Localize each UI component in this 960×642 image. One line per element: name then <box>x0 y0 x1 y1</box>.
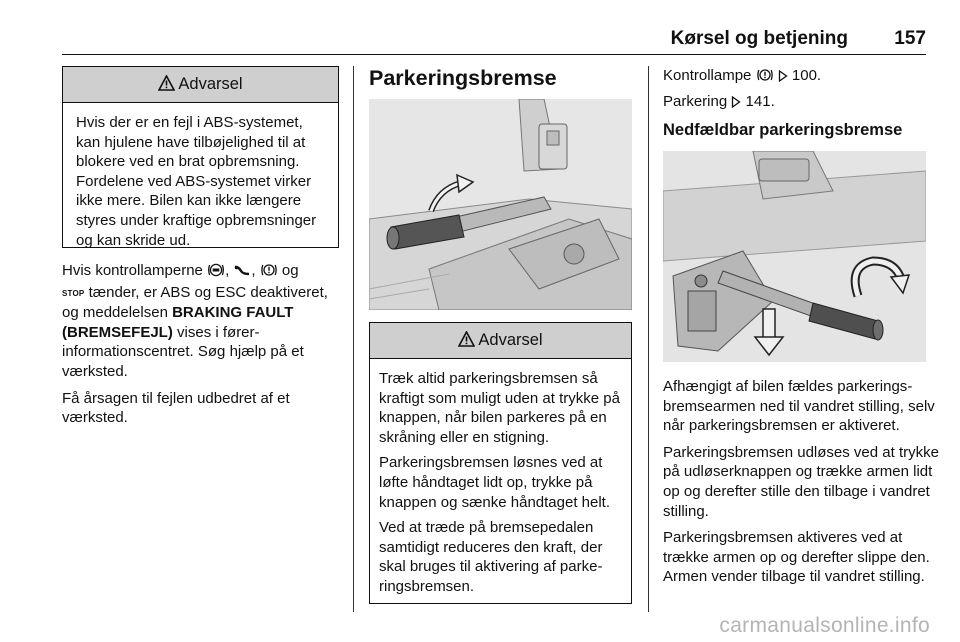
paragraph-1: Afhængigt af bilen fældes parkeringsbremsearmen ned til vandret stilling, selv når parkeringsbremsen er aktiveret. <box>663 378 935 435</box>
header-rule <box>62 54 926 55</box>
steering-lamp-icon <box>233 263 251 283</box>
stop-lamp-label: STOP <box>62 288 85 298</box>
warning-paragraph-3: Ved at træde på bremsepedalen samtidigt reduceres den kraft, der skal bruges til aktivering af parkeringsbremsen. <box>379 519 603 595</box>
warning-body <box>63 103 338 262</box>
warning-body <box>370 359 631 609</box>
brake-lamp-icon <box>756 68 774 88</box>
abs-warning-box <box>62 66 339 248</box>
warning-paragraph-1: Træk altid parkeringsbremsen så kraftigt som muligt uden at trykke på knappen, når bilen parkeres på en skråning eller en stigning. <box>379 370 620 446</box>
warning-triangle-icon <box>158 75 175 96</box>
section-heading: Parkeringsbremse <box>369 66 557 90</box>
paragraph-2: Parkeringsbremsen udløses ved at trykke på udløserknappen og trække armen lidt op og derefter stille den tilbage i vandret stilling. <box>663 443 939 520</box>
warning-title: Advarsel <box>178 75 243 93</box>
warning-header <box>63 67 338 103</box>
repair-paragraph: Få årsagen til fejlen udbedret af et værksted. <box>62 389 290 427</box>
abs-lamp-icon <box>207 263 225 283</box>
foldable-brake-illustration <box>663 151 926 362</box>
subsection-heading: Nedfældbar parkeringsbremse <box>663 121 903 139</box>
warning-triangle-icon <box>458 331 475 352</box>
column-divider-2 <box>648 66 649 612</box>
watermark: carmanualsonline.info <box>719 614 930 637</box>
right-text <box>663 377 945 594</box>
page-ref-arrow-icon <box>778 68 788 88</box>
cross-references <box>663 66 933 120</box>
page-ref-arrow-icon <box>731 94 741 114</box>
parking-brake-illustration <box>369 99 632 310</box>
paragraph-3: Parkeringsbremsen aktiveres ved at trække armen op og derefter slippe den. Armen vender tilbage til vandret stilling. <box>663 529 930 586</box>
warning-header <box>370 323 631 359</box>
warning-title: Advarsel <box>478 331 543 349</box>
parking-brake-warning-box <box>369 322 632 604</box>
brake-lamp-icon <box>260 263 278 283</box>
page-number: 157 <box>894 28 926 49</box>
ref-warning-lamp: Kontrollampe 100. <box>663 66 933 88</box>
ref-parking: Parkering 141. <box>663 92 933 114</box>
column-divider-1 <box>353 66 354 612</box>
braking-fault-message: BRAKING FAULT (BREMSEFEJL) <box>62 304 294 341</box>
abs-lamp-paragraph: Hvis kontrollamperne , , og STOP tænder, er ABS og ESC deaktiveret, og meddelelsen BRAKING FAULT (BREMSEFEJL) vises i førerinformationscentret. Søg hjælp på et værksted. <box>62 262 328 380</box>
warning-text: Hvis der er en fejl i ABS-systemet, kan hjulene have tilbøjelighed til at blokere ved en brat opbremsning. Fordelene ved ABS-systemet virker ikke mere. Bilen kan ikke længere styres under kraftige opbremsninger og kan skride ud. <box>76 114 317 249</box>
warning-paragraph-2: Parkeringsbremsen løsnes ved at løfte håndtaget lidt op, trykke på knappen og sænke håndtaget helt. <box>379 454 611 511</box>
left-text <box>62 261 344 435</box>
chapter-title: Kørsel og betjening <box>670 28 848 49</box>
page-header <box>62 26 926 52</box>
